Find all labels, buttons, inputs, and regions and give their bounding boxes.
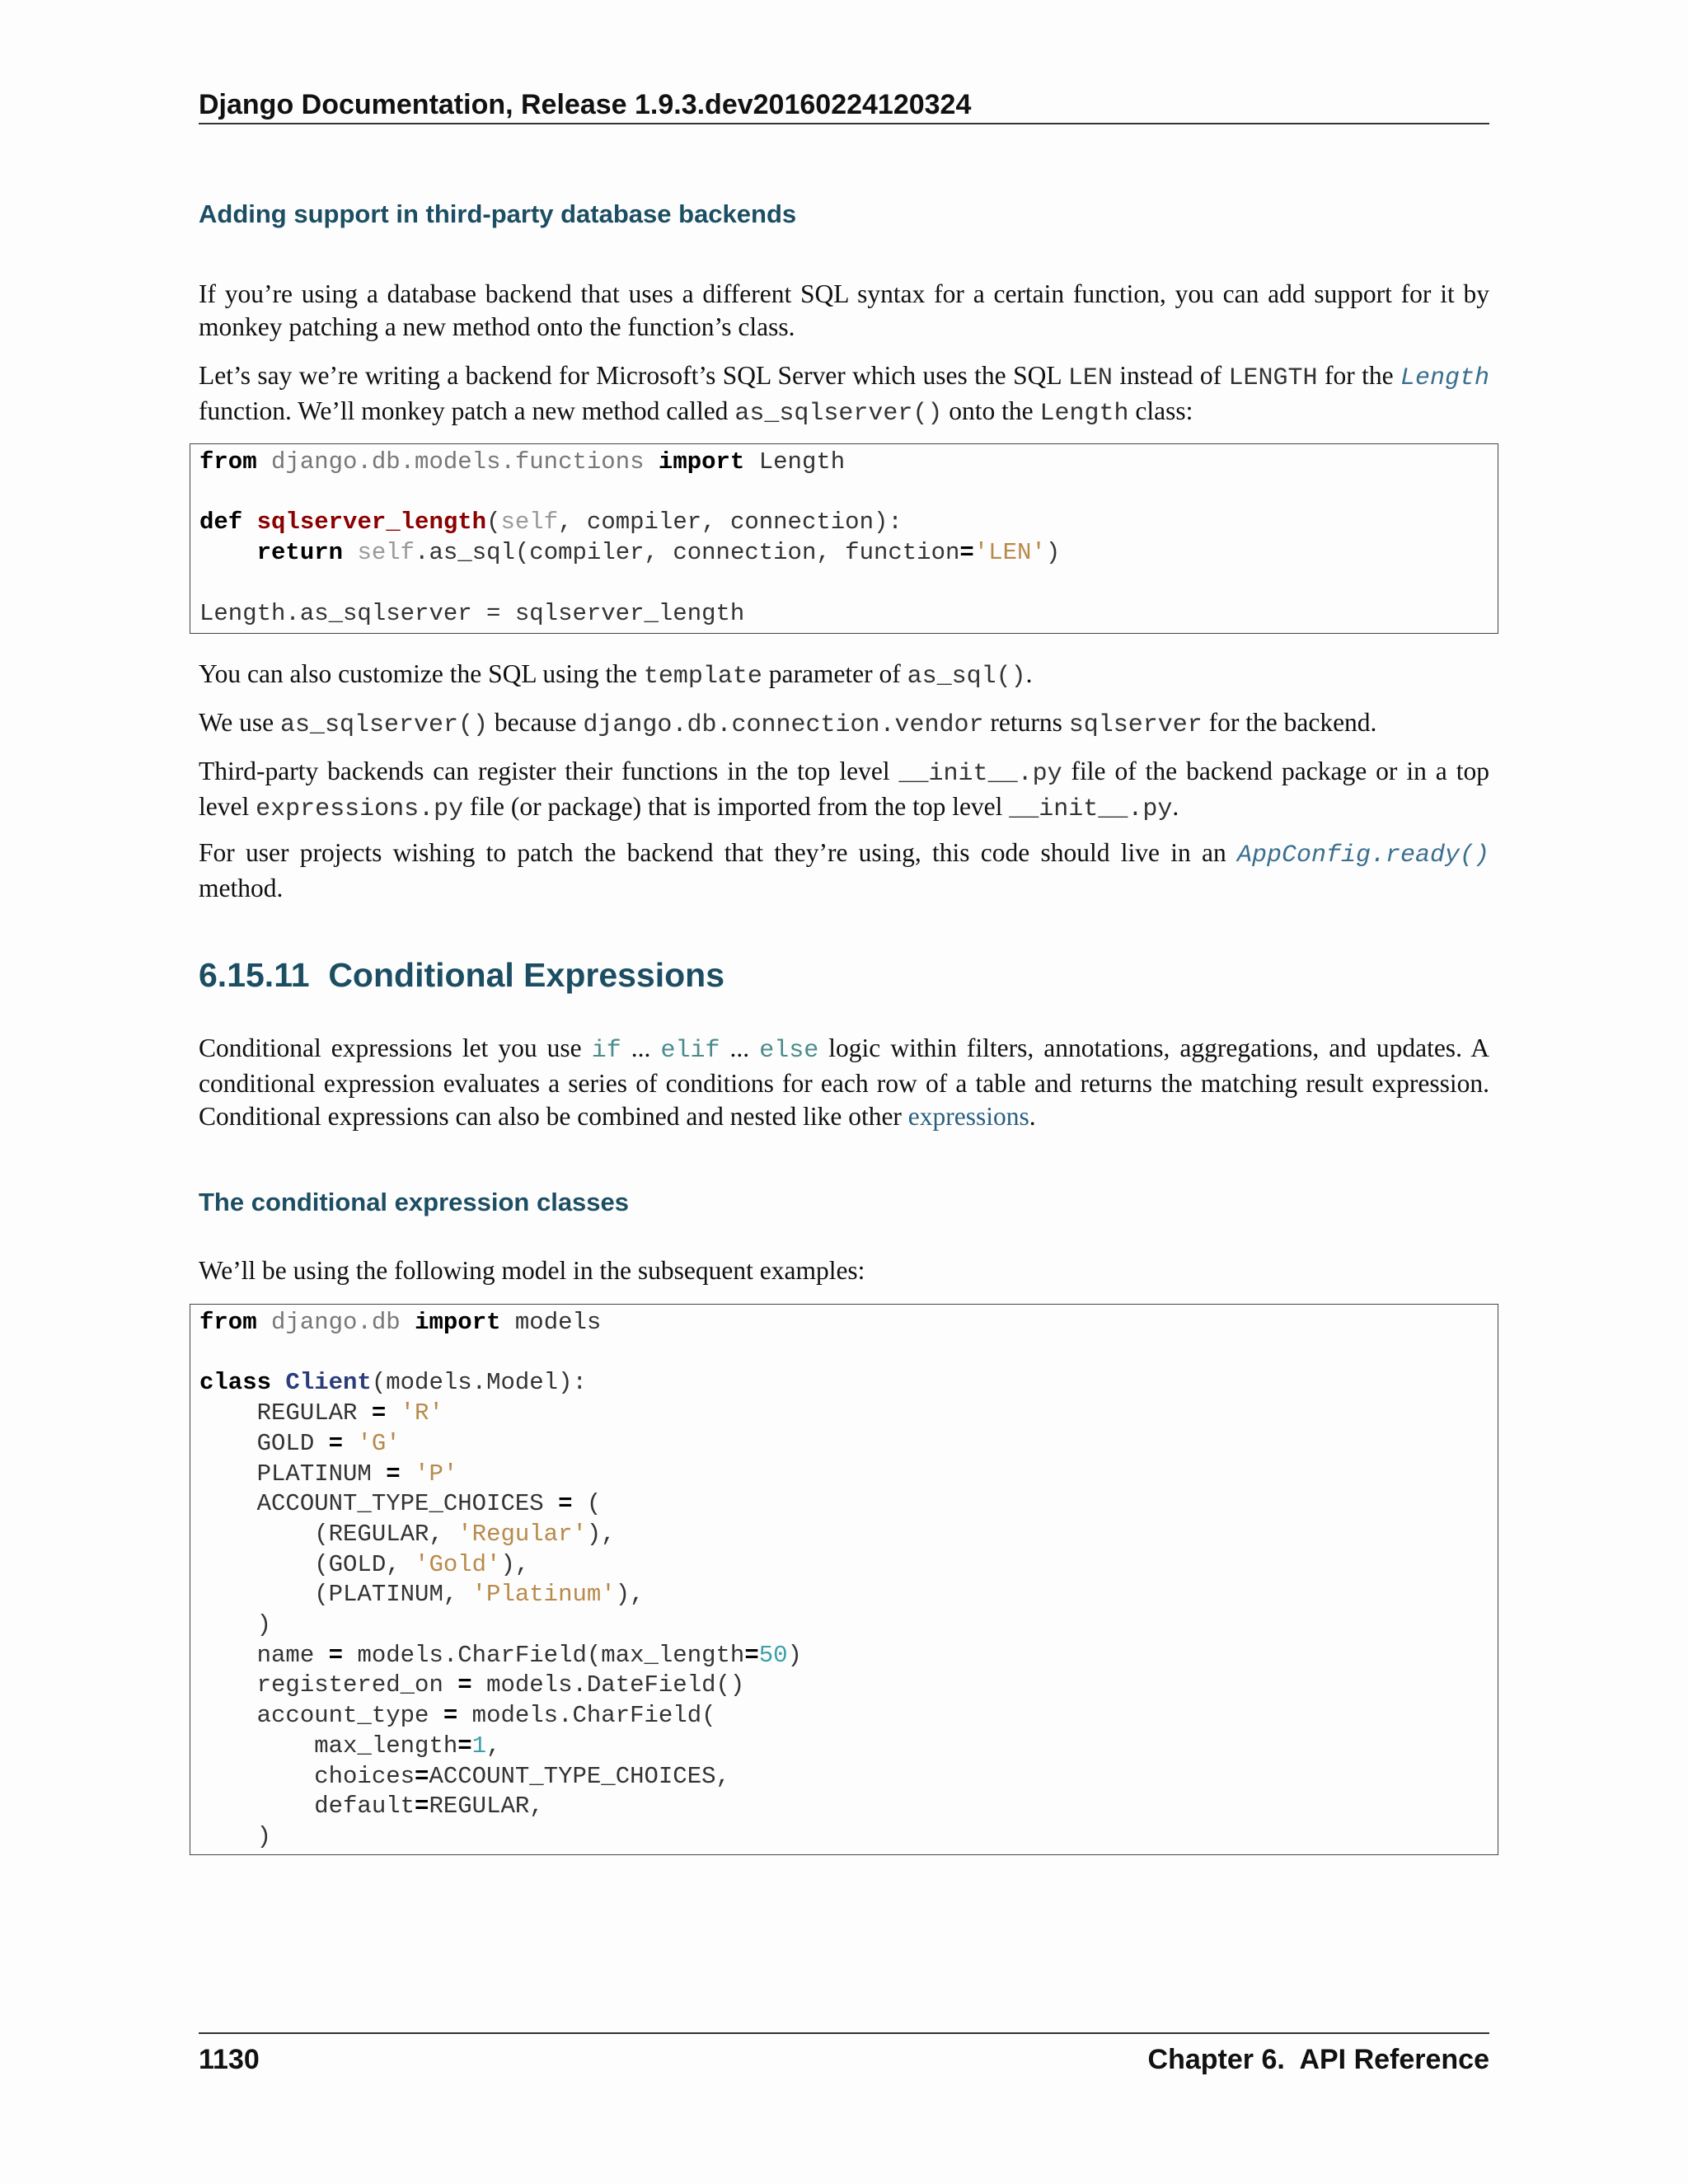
code-token: , compiler, connection): <box>558 509 903 537</box>
code-token: = <box>443 1702 458 1730</box>
code-token: name <box>199 1641 329 1669</box>
text-run: Conditional expressions let you use <box>199 1033 592 1062</box>
text-run: Let’s say we’re writing a backend for Microsoft’s SQL Server which uses the SQL <box>199 361 1068 390</box>
inline-code-elif: elif <box>660 1037 720 1065</box>
code-token: = <box>558 1490 573 1518</box>
inline-code-as-sql: as_sql() <box>907 663 1026 691</box>
code-token: 'LEN' <box>973 539 1046 567</box>
text-run: because <box>487 708 584 737</box>
text-run: For user projects wishing to patch the backend that they’re using, this code should live in an <box>199 838 1237 867</box>
code-token: 'Platinum' <box>471 1581 616 1609</box>
running-header: Django Documentation, Release 1.9.3.dev20160224120324 <box>199 89 1489 124</box>
code-token: 'Regular' <box>457 1520 587 1548</box>
code-token: = <box>371 1399 387 1427</box>
code-token: REGULAR <box>199 1399 372 1427</box>
code-token: = <box>415 1762 429 1790</box>
inline-code-init-py: __init__.py <box>1009 795 1173 823</box>
text-run: file of the backend package or in a top level <box>199 757 1489 821</box>
text-run: function. We’ll monkey patch a new method called <box>199 396 735 425</box>
paragraph-conditional-intro <box>199 1032 1489 1133</box>
code-token: default <box>199 1793 415 1821</box>
inline-code-sqlserver: sqlserver <box>1068 711 1203 739</box>
link-length-function[interactable]: Length <box>1400 364 1490 392</box>
section-heading-conditional-expressions <box>199 956 724 995</box>
code-token: = <box>328 1641 344 1669</box>
text-run: You can also customize the SQL using the <box>199 659 644 688</box>
text-run: . <box>1172 792 1179 821</box>
code-token: (REGULAR, <box>199 1520 458 1548</box>
text-run: parameter of <box>762 659 907 688</box>
code-token: 'R' <box>400 1399 443 1427</box>
code-token: return <box>256 539 344 567</box>
code-token: = <box>457 1732 472 1760</box>
text-run: returns <box>983 708 1069 737</box>
code-token: ACCOUNT_TYPE_CHOICES <box>199 1490 559 1518</box>
code-token: self <box>357 539 415 567</box>
text-run: Third-party backends can register their functions in the top level <box>199 757 899 785</box>
code-token: max_length <box>199 1732 458 1760</box>
text-run: ... <box>720 1033 760 1062</box>
code-token: 'P' <box>415 1460 458 1488</box>
link-appconfig-ready[interactable]: AppConfig.ready() <box>1236 841 1489 869</box>
code-token: import <box>658 448 745 476</box>
code-token: = <box>328 1429 344 1457</box>
code-token: = <box>386 1460 401 1488</box>
paragraph-third-party <box>199 755 1489 826</box>
code-token: from <box>199 1309 257 1336</box>
text-run: . <box>1029 1102 1036 1131</box>
code-token: REGULAR, <box>429 1793 544 1821</box>
code-token: ) <box>199 1611 272 1639</box>
inline-code-length-class: Length <box>1039 400 1129 428</box>
paragraph-vendor <box>199 706 1489 742</box>
code-token: sqlserver_length <box>256 509 487 537</box>
paragraph-user-projects <box>199 837 1489 905</box>
code-block-client-model <box>190 1304 1498 1855</box>
code-block-sqlserver-length: from django.db.models.functions import Length def sqlserver_length(self, compiler, connection): return self.as_sql(compiler, connection, function='LEN') Length.as_sqlserver = sqlserver_length <box>190 443 1498 634</box>
code-token: (PLATINUM, <box>199 1581 472 1609</box>
inline-code-expressions-py: expressions.py <box>256 795 464 823</box>
code-token: django.db <box>271 1309 401 1336</box>
code-token: ) <box>1045 539 1061 567</box>
inline-code-len: LEN <box>1067 364 1113 392</box>
code-token: models.CharField(max_length <box>343 1641 745 1669</box>
paragraph-sql-server <box>199 359 1489 430</box>
code-token: self <box>500 509 559 537</box>
code-token: choices <box>199 1762 415 1790</box>
code-token: 'G' <box>357 1429 401 1457</box>
inline-code-length: LENGTH <box>1228 364 1318 392</box>
code-token: PLATINUM <box>199 1460 387 1488</box>
paragraph-intro: If you’re using a database backend that uses a different SQL syntax for a certain function, you can add support for it by monkey patching a new method onto the function’s class. <box>199 279 1489 341</box>
inline-code-as-sqlserver: as_sqlserver() <box>734 400 943 428</box>
code-token: 1 <box>471 1732 487 1760</box>
code-token: import <box>415 1309 501 1336</box>
text-run: for the backend. <box>1202 708 1377 737</box>
code-token: ), <box>586 1520 616 1548</box>
code-token: = <box>415 1793 429 1821</box>
code-token: = <box>744 1641 759 1669</box>
code-token: = <box>959 539 974 567</box>
page-footer <box>199 2032 1489 2076</box>
subsection-heading-classes: The conditional expression classes <box>199 1188 630 1216</box>
text-run: We use <box>199 708 280 737</box>
code-token: 'Gold' <box>415 1550 501 1578</box>
code-token: (models.Model): <box>371 1369 587 1397</box>
chapter-title: Chapter 6. API Reference <box>1147 2044 1489 2075</box>
text-run: file (or package) that is imported from the top level <box>463 792 1010 821</box>
inline-code-as-sqlserver: as_sqlserver() <box>279 711 488 739</box>
subsection-heading-adding-support: Adding support in third-party database backends <box>199 199 797 228</box>
code-token: class <box>199 1369 272 1397</box>
section-number: 6.15.11 <box>199 956 310 994</box>
code-token: ) <box>199 1822 272 1850</box>
code-token: ACCOUNT_TYPE_CHOICES, <box>429 1762 730 1790</box>
paragraph-template <box>199 658 1489 693</box>
inline-code-init-py: __init__.py <box>898 760 1062 788</box>
text-run: . <box>1025 659 1033 688</box>
code-token: ) <box>787 1641 802 1669</box>
code-token: Length <box>758 448 846 476</box>
code-token: Client <box>285 1369 372 1397</box>
code-token: = <box>457 1671 472 1699</box>
code-token: ), <box>615 1581 645 1609</box>
code-token: def <box>199 509 243 537</box>
code-token: , <box>486 1732 501 1760</box>
code-token: models.CharField( <box>457 1702 716 1730</box>
text-run: for the <box>1317 361 1400 390</box>
link-expressions[interactable]: expressions <box>907 1102 1029 1131</box>
code-token: ( <box>572 1490 602 1518</box>
code-token: registered_on <box>199 1671 458 1699</box>
code-token: django.db.models.functions <box>271 448 645 476</box>
section-title: Conditional Expressions <box>328 956 725 994</box>
inline-code-else: else <box>759 1037 819 1065</box>
code-token: ), <box>500 1550 530 1578</box>
inline-code-template: template <box>643 663 762 691</box>
text-run: onto the <box>942 396 1040 425</box>
code-token: GOLD <box>199 1429 329 1457</box>
code-token: models.DateField() <box>471 1671 745 1699</box>
code-token: Length.as_sqlserver = sqlserver_length <box>199 599 745 627</box>
code-token: .as_sql(compiler, connection, function <box>415 539 960 567</box>
text-run: instead of <box>1112 361 1229 390</box>
code-token: (GOLD, <box>199 1550 415 1578</box>
code-token: models <box>514 1309 602 1336</box>
text-run: ... <box>621 1033 661 1062</box>
page-number: 1130 <box>199 2044 260 2075</box>
inline-code-connection-vendor: django.db.connection.vendor <box>583 711 984 739</box>
text-run: method. <box>199 874 284 902</box>
code-token: from <box>199 448 257 476</box>
paragraph-model-intro: We’ll be using the following model in the subsequent examples: <box>199 1256 865 1285</box>
text-run: class: <box>1128 396 1193 425</box>
code-token: account_type <box>199 1702 443 1730</box>
text-run: logic within filters, annotations, aggregations, and updates. A conditional expression evaluates a series of conditions for each row of a table and returns the matching result expression. Conditional expressions can also be combined and nested like other <box>199 1033 1490 1131</box>
code-token: 50 <box>758 1641 788 1669</box>
inline-code-if: if <box>591 1037 621 1065</box>
